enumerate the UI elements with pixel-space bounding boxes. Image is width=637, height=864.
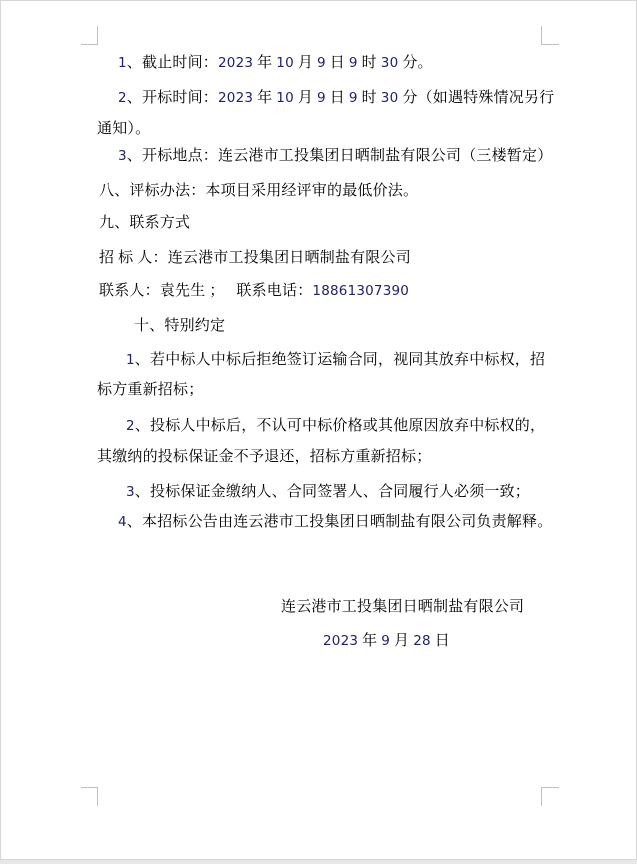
line-term-1-cont: 标方重新招标； [97, 382, 204, 398]
line-bid-opening-time: 2、开标时间：2023 年 10 月 9 日 9 时 30 分（如遇特殊情况另行 [118, 90, 555, 106]
line-term-4: 4、本招标公告由连云港市工投集团日晒制盐有限公司负责解释。 [118, 514, 553, 530]
line-bid-opening-location: 3、开标地点：连云港市工投集团日晒制盐有限公司（三楼暂定） [118, 148, 553, 164]
crop-mark-top-right [541, 26, 559, 45]
line-signature-company: 连云港市工投集团日晒制盐有限公司 [281, 599, 525, 615]
crop-mark-top-left [81, 26, 98, 45]
line-evaluation-method: 八、评标办法：本项目采用经评审的最低价法。 [99, 183, 419, 199]
line-term-2: 2、投标人中标后，不认可中标价格或其他原因放弃中标权的， [126, 418, 546, 434]
line-special-terms-heading: 十、特别约定 [134, 318, 226, 334]
line-deadline-time: 1、截止时间：2023 年 10 月 9 日 9 时 30 分。 [118, 55, 433, 71]
line-bid-opening-time-cont: 通知）。 [97, 121, 151, 137]
line-contact-person-phone: 联系人：袁先生 ； 联系电话：18861307390 [99, 283, 410, 299]
line-tenderee: 招 标 人：连云港市工投集团日晒制盐有限公司 [99, 250, 411, 266]
line-contact-heading: 九、联系方式 [99, 215, 191, 231]
line-signature-date: 2023 年 9 月 28 日 [323, 633, 450, 649]
crop-mark-bottom-right [541, 787, 559, 806]
line-term-1: 1、若中标人中标后拒绝签订运输合同，视同其放弃中标权，招 [126, 352, 546, 368]
line-term-2-cont: 其缴纳的投标保证金不予退还，招标方重新招标； [97, 449, 432, 465]
crop-mark-bottom-left [81, 787, 98, 806]
line-term-3: 3、投标保证金缴纳人、合同签署人、合同履行人必须一致； [126, 484, 530, 500]
